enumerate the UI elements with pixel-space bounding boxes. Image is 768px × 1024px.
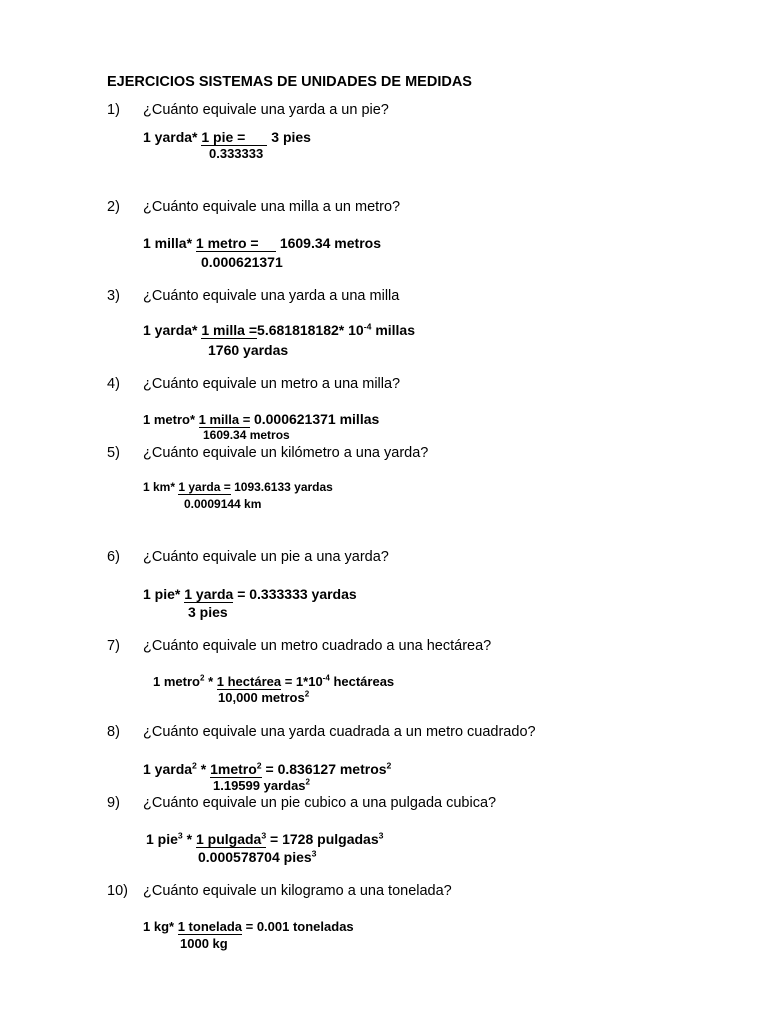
- lhs-quantity: 1 yarda*: [143, 129, 198, 145]
- conversion-line: [143, 235, 381, 252]
- result-value: 5.681818182* 10: [257, 322, 364, 338]
- exercise-question: ¿Cuánto equivale un kilómetro a una yarda?: [143, 445, 429, 461]
- lhs-quantity: 1 milla*: [143, 235, 193, 251]
- conversion-line: [143, 761, 391, 778]
- exercise-number: 5): [107, 445, 120, 461]
- conversion-line: [143, 129, 311, 146]
- lhs-quantity: 1 yarda*: [143, 322, 198, 338]
- result-value: 0.000621371 millas: [253, 411, 380, 427]
- denominator-text: 0.000578704 pies: [198, 849, 312, 865]
- denominator-text: 1.19599 yardas: [213, 778, 306, 793]
- conversion-line: [143, 411, 379, 428]
- factor-numerator: 1 yarda: [184, 586, 234, 602]
- exercise-number: 3): [107, 288, 120, 304]
- lhs-exponent: 2: [199, 673, 205, 683]
- factor-numerator: [196, 832, 266, 848]
- exercise-number: 7): [107, 638, 120, 654]
- lhs-quantity: 1 km*: [143, 480, 176, 494]
- exercise-number: 10): [107, 883, 128, 899]
- factor-denominator: 1000 kg: [180, 936, 228, 951]
- denominator-exponent: 3: [311, 848, 317, 859]
- denominator-exponent: 2: [305, 777, 311, 787]
- lhs-quantity: 1 kg*: [143, 919, 175, 934]
- denominator-text: 10,000 metros: [218, 690, 305, 705]
- result-value: = 0.836127 metros: [265, 761, 387, 777]
- lhs-quantity: 1 yarda: [143, 761, 193, 777]
- result-exponent: 3: [378, 830, 384, 841]
- numerator-exponent: 3: [261, 830, 267, 841]
- factor-numerator: 1 hectárea: [216, 674, 282, 689]
- conversion-line: [143, 322, 415, 339]
- factor-numerator: 1 milla =: [198, 412, 251, 427]
- result-value: 1093.6133 yardas: [234, 480, 333, 494]
- numerator-text: 1metro: [210, 761, 257, 777]
- denominator-exponent: 2: [304, 689, 310, 699]
- conversion-line: [143, 919, 354, 935]
- lhs-exponent: 2: [192, 760, 197, 771]
- exercise-question: ¿Cuánto equivale una yarda a un pie?: [143, 102, 389, 118]
- result-value: = 1*10: [284, 674, 323, 689]
- exercise-question: ¿Cuánto equivale un pie a una yarda?: [143, 549, 389, 565]
- exercise-number: 9): [107, 795, 120, 811]
- lhs-quantity: 1 pie: [146, 831, 178, 847]
- factor-denominator: 1609.34 metros: [203, 428, 290, 442]
- numerator-exponent: 2: [256, 760, 262, 771]
- conversion-line: [143, 480, 333, 495]
- multiply-sign: *: [186, 831, 193, 847]
- factor-denominator: [218, 690, 309, 705]
- exercise-question: ¿Cuánto equivale un metro a una milla?: [143, 376, 401, 392]
- lhs-quantity: 1 metro: [153, 674, 200, 689]
- exercise-question: ¿Cuánto equivale un kilogramo a una tonelada?: [143, 883, 452, 899]
- factor-denominator: 0.000621371: [201, 254, 283, 270]
- factor-numerator: 1 pie =: [201, 130, 267, 146]
- conversion-line: [143, 586, 357, 603]
- exercise-question: ¿Cuánto equivale un metro cuadrado a una hectárea?: [143, 638, 492, 654]
- exercise-question: ¿Cuánto equivale una yarda cuadrada a un metro cuadrado?: [143, 724, 536, 740]
- factor-numerator: 1 milla =: [201, 322, 258, 338]
- factor-denominator: 0.0009144 km: [184, 497, 262, 511]
- exercise-number: 4): [107, 376, 120, 392]
- exercise-question: ¿Cuánto equivale un pie cubico a una pulgada cubica?: [143, 795, 497, 811]
- factor-numerator: 1 metro =: [196, 236, 276, 252]
- lhs-exponent: 3: [177, 830, 183, 841]
- result-value: 3 pies: [271, 129, 311, 145]
- conversion-line: [153, 674, 394, 690]
- factor-numerator: [210, 762, 262, 778]
- exercise-number: 8): [107, 724, 120, 740]
- factor-denominator: 0.333333: [209, 146, 264, 161]
- result-value: = 1728 pulgadas: [270, 831, 379, 847]
- result-exponent: -4: [322, 673, 330, 683]
- result-exponent: -4: [363, 321, 372, 332]
- result-value: 1609.34 metros: [279, 235, 381, 251]
- result-value: = 0.333333 yardas: [237, 586, 357, 602]
- multiply-sign: *: [208, 674, 214, 689]
- result-value: = 0.001 toneladas: [245, 919, 354, 934]
- multiply-sign: *: [200, 761, 207, 777]
- document-title: EJERCICIOS SISTEMAS DE UNIDADES DE MEDIDAS: [107, 74, 472, 90]
- factor-denominator: 1760 yardas: [208, 342, 289, 358]
- exercise-number: 1): [107, 102, 120, 118]
- exercise-number: 2): [107, 199, 120, 215]
- factor-numerator: 1 yarda =: [178, 480, 231, 494]
- numerator-text: 1 pulgada: [195, 831, 262, 847]
- lhs-quantity: 1 metro*: [143, 412, 196, 427]
- exercise-question: ¿Cuánto equivale una milla a un metro?: [143, 199, 401, 215]
- lhs-quantity: 1 pie*: [143, 586, 181, 602]
- factor-denominator: [213, 778, 310, 793]
- conversion-line: [146, 831, 383, 848]
- exercise-question: ¿Cuánto equivale una yarda a una milla: [143, 288, 400, 304]
- factor-denominator: [198, 849, 316, 865]
- result-unit: millas: [375, 322, 416, 338]
- factor-denominator: 3 pies: [188, 604, 228, 620]
- result-unit: hectáreas: [333, 674, 395, 689]
- result-exponent: 2: [386, 760, 392, 771]
- exercise-number: 6): [107, 549, 120, 565]
- factor-numerator: 1 tonelada: [177, 919, 242, 934]
